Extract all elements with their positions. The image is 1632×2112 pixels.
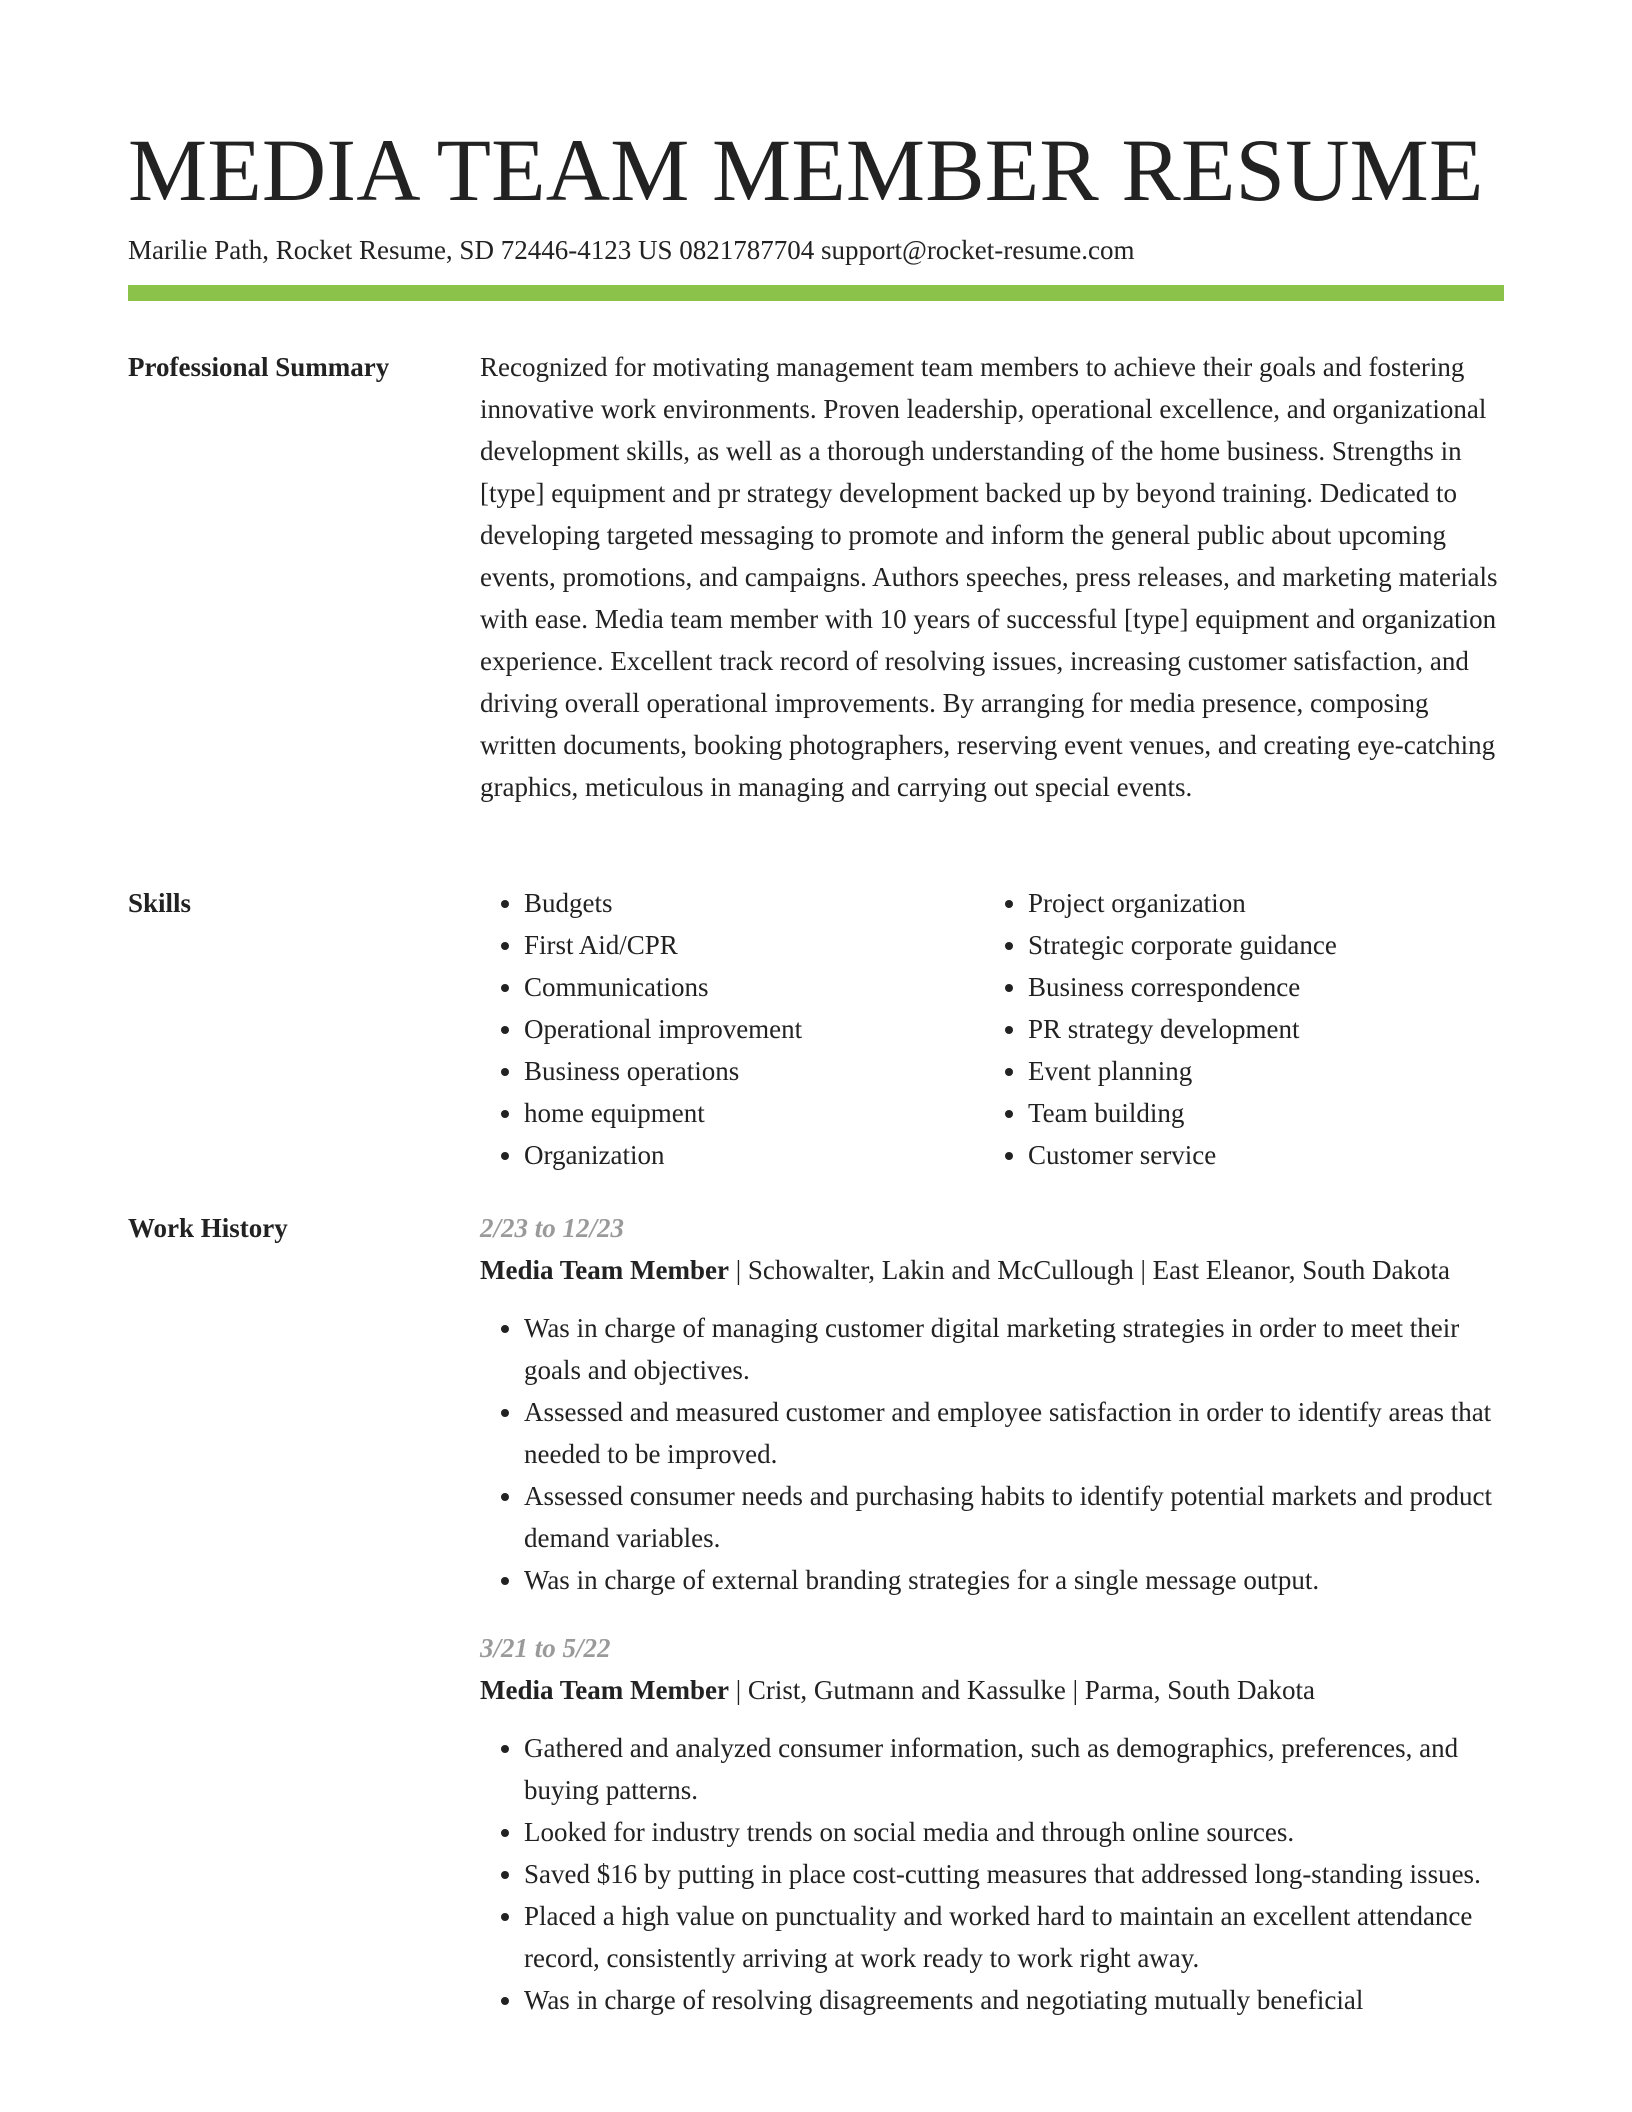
job-title: Media Team Member — [480, 1255, 729, 1285]
job-responsibility: • Gathered and analyzed consumer information, such as demographics, preferences, and buying patterns. — [524, 1727, 1504, 1811]
resume-title: MEDIA TEAM MEMBER RESUME — [128, 122, 1484, 220]
job-responsibility: • Placed a high value on punctuality and worked hard to maintain an excellent attendance record, consistently arriving at work ready to work right away. — [524, 1895, 1504, 1979]
summary-text: Recognized for motivating management team members to achieve their goals and fostering innovative work environments. Proven leadership, operational excellence, and organizational development skills, as well as a thorough understanding of the home business. Strengths in [type] equipment and pr strategy development backed up by beyond training. Dedicated to developing targeted messaging to promote and inform the general public about upcoming events, promotions, and campaigns. Authors speeches, press releases, and marketing materials with ease. Media team member with 10 years of successful [type] equipment and organization experience. Excellent track record of resolving issues, increasing customer satisfaction, and driving overall operational improvements. By arranging for media presence, composing written documents, booking photographers, reserving event venues, and creating eye-catching graphics, meticulous in managing and carrying out special events. — [480, 352, 1498, 802]
skill-item: • Event planning — [1028, 1050, 1488, 1092]
skill-item: • Customer service — [1028, 1134, 1488, 1176]
contact-info: Marilie Path, Rocket Resume, SD 72446-4123 US 0821787704 support@rocket-resume.com — [128, 235, 1135, 265]
skills-columns — [480, 882, 1504, 1176]
skills-list-left — [480, 882, 984, 1176]
skill-item: • Strategic corporate guidance — [1028, 924, 1488, 966]
job-responsibility: • Saved $16 by putting in place cost-cutting measures that addressed long-standing issues. — [524, 1853, 1504, 1895]
skill-item: • PR strategy development — [1028, 1008, 1488, 1050]
section-label-skills: Skills — [128, 888, 192, 918]
accent-divider — [128, 285, 1504, 301]
job-responsibility: • Was in charge of managing customer digital marketing strategies in order to meet their goals and objectives. — [524, 1307, 1504, 1391]
skill-item: • Business correspondence — [1028, 966, 1488, 1008]
skill-item: • Budgets — [524, 882, 984, 924]
job-heading — [480, 1669, 1504, 1711]
skill-item: • Communications — [524, 966, 984, 1008]
job-responsibility: • Assessed consumer needs and purchasing habits to identify potential markets and product demand variables. — [524, 1475, 1504, 1559]
skill-item: • home equipment — [524, 1092, 984, 1134]
skill-item: • First Aid/CPR — [524, 924, 984, 966]
job-responsibility: • Assessed and measured customer and employee satisfaction in order to identify areas that needed to be improved. — [524, 1391, 1504, 1475]
skills-list-right — [984, 882, 1488, 1176]
summary-body — [480, 346, 1504, 808]
job-company-location: | Schowalter, Lakin and McCullough | East Eleanor, South Dakota — [728, 1255, 1450, 1285]
job-dates: 3/21 to 5/22 — [480, 1633, 611, 1663]
job-responsibility: • Looked for industry trends on social media and through online sources. — [524, 1811, 1504, 1853]
job-entry — [480, 1207, 1504, 1601]
job-responsibilities — [480, 1307, 1504, 1601]
skill-item: • Project organization — [1028, 882, 1488, 924]
section-label-work-history: Work History — [128, 1213, 288, 1243]
job-responsibility: • Was in charge of external branding strategies for a single message output. — [524, 1559, 1504, 1601]
job-dates: 2/23 to 12/23 — [480, 1213, 625, 1243]
skill-item: • Team building — [1028, 1092, 1488, 1134]
job-title: Media Team Member — [480, 1675, 729, 1705]
job-company-location: | Crist, Gutmann and Kassulke | Parma, South Dakota — [728, 1675, 1315, 1705]
skill-item: • Business operations — [524, 1050, 984, 1092]
job-responsibility: • Was in charge of resolving disagreements and negotiating mutually beneficial — [524, 1979, 1504, 2021]
skill-item: • Organization — [524, 1134, 984, 1176]
job-heading — [480, 1249, 1504, 1291]
skill-item: • Operational improvement — [524, 1008, 984, 1050]
job-responsibilities — [480, 1727, 1504, 2021]
job-entry — [480, 1627, 1504, 2021]
section-label-summary: Professional Summary — [128, 352, 390, 382]
work-history-body — [480, 1207, 1504, 2047]
skills-body — [480, 882, 1504, 1176]
